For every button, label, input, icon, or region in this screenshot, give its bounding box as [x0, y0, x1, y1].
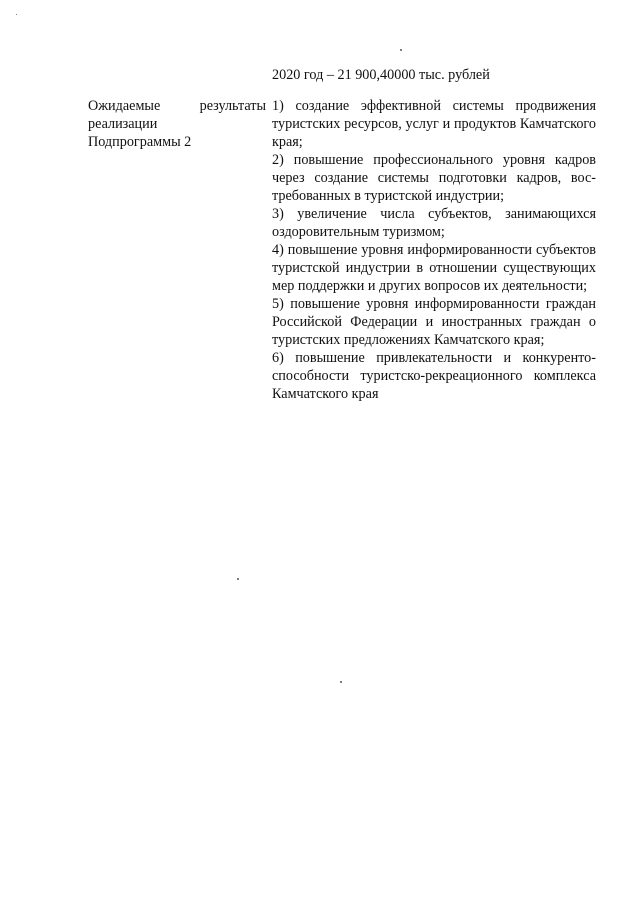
label-line-3: Подпрограммы 2: [88, 134, 192, 150]
scan-speck: [340, 681, 342, 683]
label-word-expected: Ожидаемые: [88, 98, 161, 114]
scan-speck: [400, 49, 402, 51]
funding-year-line: 2020 год – 21 900,40000 тыс. рублей: [272, 67, 490, 83]
label-line-1: [88, 97, 266, 115]
result-item-6: 6) повышение привлекательности и конкурентоспособности туристско-рекреационного комплекса Камчатского края: [272, 350, 596, 402]
scan-speck: [237, 578, 239, 580]
expected-results-list: [272, 97, 596, 403]
result-item-4: 4) повышение уровня информированности субъектов туристской индустрии в отношении существующих мер поддержки и других вопросов их деятельности;: [272, 242, 596, 294]
scan-speck: [16, 14, 17, 15]
label-line-2: реализации: [88, 116, 158, 132]
result-item-5: 5) повышение уровня информированности граждан Российской Федерации и иностранных граждан о туристских предложениях Камчатского края;: [272, 296, 596, 348]
result-item-3: 3) увеличение числа субъектов, занимающихся оздоровительным туризмом;: [272, 206, 596, 240]
expected-results-label: [88, 97, 266, 151]
label-word-results: результаты: [199, 98, 266, 114]
result-item-2: 2) повышение профессионального уровня кадров через создание системы подготовки кадров, востребованных в туристской индустрии;: [272, 152, 596, 204]
result-item-1: 1) создание эффективной системы продвижения туристских ресурсов, услуг и продуктов Камчатского края;: [272, 98, 596, 150]
